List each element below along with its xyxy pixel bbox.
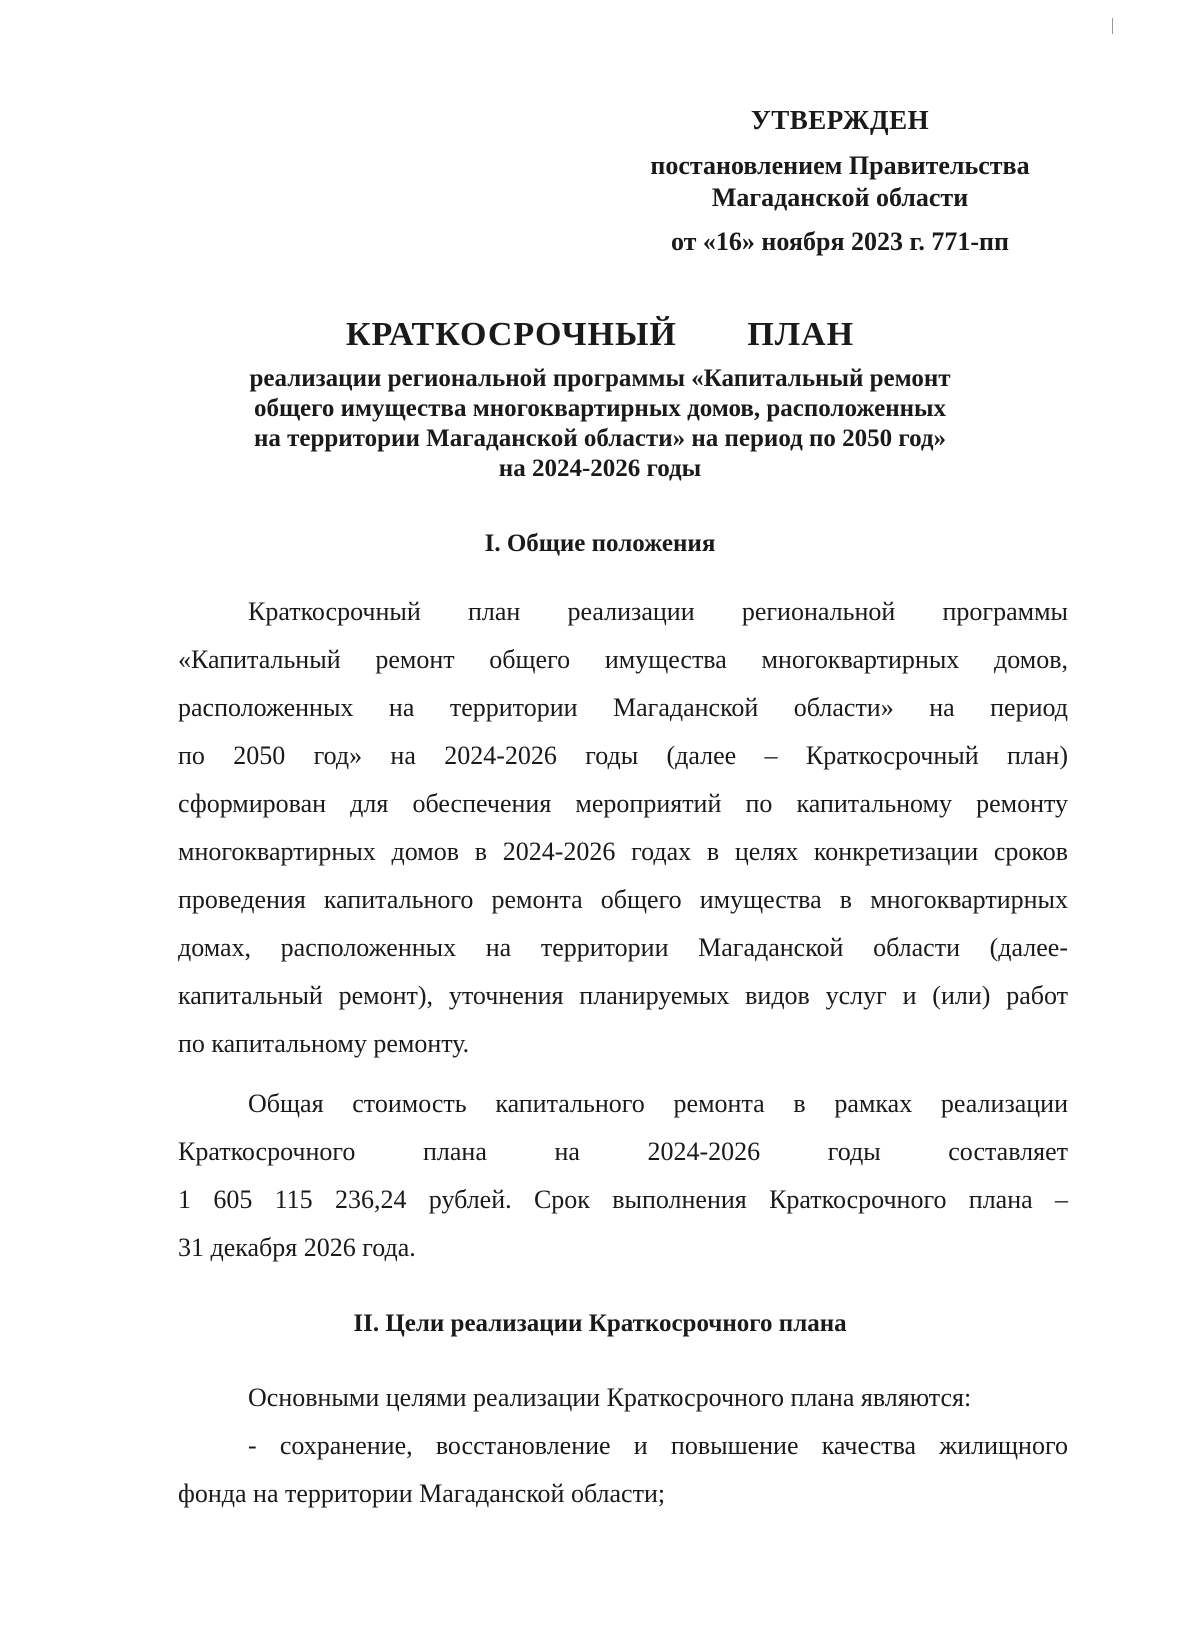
document-title: КРАТКОСРОЧНЫЙ ПЛАН [345, 316, 855, 353]
paragraph-line: 31 декабря 2026 года. [178, 1233, 416, 1262]
subtitle-line: общего имущества многоквартирных домов, расположенных [253, 395, 947, 422]
approval-date: от «16» ноября 2023 г. 771-пп [671, 227, 1009, 256]
paragraph-line: домах, расположенных на территории Магаданской области (далее- [178, 933, 1068, 962]
paragraph-line: многоквартирных домов в 2024-2026 годах в целях конкретизации сроков [178, 837, 1068, 866]
paragraph-line: капитальный ремонт), уточнения планируемых видов услуг и (или) работ [178, 981, 1068, 1010]
approval-line-2: Магаданской области [711, 183, 969, 212]
paragraph-goals [178, 1374, 1068, 1518]
subtitle-line: на 2024-2026 годы [498, 455, 702, 482]
paragraph-general-provisions [178, 588, 1068, 1068]
subtitle-line: реализации региональной программы «Капитальный ремонт [249, 365, 951, 392]
paragraph-line: - сохранение, восстановление и повышение качества жилищного [248, 1431, 1068, 1460]
paragraph-line: по капитальному ремонту. [178, 1029, 470, 1058]
section-heading-goals: II. Цели реализации Краткосрочного плана [353, 1310, 847, 1337]
paragraph-line: проведения капитального ремонта общего имущества в многоквартирных [178, 885, 1068, 914]
paragraph-line: расположенных на территории Магаданской области» на период [178, 693, 1068, 722]
approval-title: УТВЕРЖДЕН [750, 105, 930, 135]
paragraph-line: 1 605 115 236,24 рублей. Срок выполнения Краткосрочного плана – [178, 1185, 1068, 1214]
paragraph-line: по 2050 год» на 2024-2026 годы (далее – Краткосрочный план) [178, 741, 1068, 770]
subtitle-line: на территории Магаданской области» на период по 2050 год» [253, 425, 947, 452]
paragraph-line: «Капитальный ремонт общего имущества многоквартирных домов, [178, 645, 1068, 674]
paragraph-line: Основными целями реализации Краткосрочного плана являются: [248, 1383, 972, 1412]
document-subtitle [160, 364, 1040, 484]
paragraph-line: Краткосрочного плана на 2024-2026 годы составляет [178, 1137, 1068, 1166]
approval-block [560, 104, 1120, 258]
paragraph-line: фонда на территории Магаданской области; [178, 1479, 666, 1508]
paragraph-total-cost [178, 1080, 1068, 1272]
section-heading-general: I. Общие положения [484, 530, 716, 557]
paragraph-line: Общая стоимость капитального ремонта в рамках реализации [248, 1089, 1068, 1118]
paragraph-line: Краткосрочный план реализации региональной программы [248, 597, 1068, 626]
scan-mark [1112, 18, 1113, 34]
approval-line-1: постановлением Правительства [650, 151, 1030, 180]
paragraph-line: сформирован для обеспечения мероприятий по капитальному ремонту [178, 789, 1068, 818]
